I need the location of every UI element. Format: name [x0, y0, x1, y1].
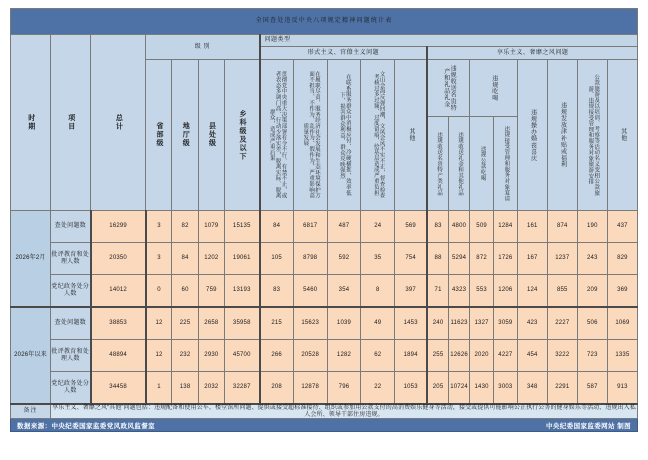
data-cell: 84: [260, 211, 294, 243]
data-cell: 88: [427, 243, 448, 275]
data-cell: 829: [607, 243, 637, 275]
data-cell: 369: [607, 275, 637, 308]
data-cell: 14012: [91, 275, 146, 308]
row-item-label: 批评教育和处理人数: [51, 340, 91, 372]
data-cell: 34458: [91, 372, 146, 405]
data-cell: 22: [361, 372, 395, 405]
data-cell: 5460: [293, 275, 327, 308]
header-group-row: [11, 35, 638, 47]
data-cell: 38853: [91, 307, 146, 340]
header-hedonism-group: 享乐主义、奢靡之风问题: [427, 47, 637, 60]
data-cell: 45700: [225, 340, 260, 372]
data-cell: 723: [577, 340, 607, 372]
header-formalism-col-4: [361, 60, 395, 211]
data-cell: 16299: [91, 211, 146, 243]
data-cell: 0: [146, 275, 172, 308]
header-level-township-label: 乡科级及以下: [238, 109, 246, 161]
data-cell: 397: [395, 275, 428, 308]
table-row: [11, 340, 638, 372]
row-item-label: 查处问题数: [51, 307, 91, 340]
header-item-label: 项目: [67, 114, 75, 131]
header-formalism-group: 形式主义、官僚主义问题: [260, 47, 428, 60]
data-cell: 592: [327, 243, 361, 275]
data-cell: 3: [146, 211, 172, 243]
data-cell: 138: [172, 372, 198, 405]
data-cell: 190: [577, 211, 607, 243]
data-cell: 208: [260, 372, 294, 405]
page-title: 全国查处违反中央八项规定精神问题统计表: [11, 9, 638, 35]
data-cell: 32287: [225, 372, 260, 405]
data-cell: 8: [361, 275, 395, 308]
header-time-label: 时期: [27, 114, 35, 131]
data-cell: 8798: [293, 243, 327, 275]
header-eat-banquet-label: 违规接受管理和服务对象宴请: [503, 125, 510, 202]
header-item-spacer: [51, 35, 91, 211]
data-cell: 167: [517, 243, 547, 275]
data-cell: 6817: [293, 211, 327, 243]
source-text: 数据来源：中央纪委国家监委党风政风监督室: [17, 422, 155, 430]
data-cell: 13193: [225, 275, 260, 308]
data-cell: 266: [260, 340, 294, 372]
data-cell: 874: [547, 211, 577, 243]
header-level-bureau: [172, 60, 198, 211]
data-cell: 3: [146, 243, 172, 275]
table-row: [11, 307, 638, 340]
data-cell: 71: [427, 275, 448, 308]
header-formalism-col-4-label: 文山会海反弹回潮，文风会风不实不正，督查检查考核过多过频、过度留痕，给基层造成严重负担: [372, 71, 385, 199]
data-cell: 225: [172, 307, 198, 340]
data-cell: 35958: [225, 307, 260, 340]
data-cell: 19061: [225, 243, 260, 275]
data-cell: 11623: [448, 307, 469, 340]
header-total-label: 总计: [115, 114, 123, 131]
header-eat-group-cell: [470, 60, 518, 211]
data-cell: 569: [395, 211, 428, 243]
data-cell: 1335: [607, 340, 637, 372]
data-cell: 1237: [547, 243, 577, 275]
data-cell: 83: [260, 275, 294, 308]
data-cell: 4227: [493, 340, 517, 372]
header-wedding-col: [517, 60, 547, 211]
data-cell: 83: [427, 211, 448, 243]
header-hedonism-other-col: [607, 60, 637, 211]
data-cell: 1039: [327, 307, 361, 340]
data-cell: 4323: [448, 275, 469, 308]
data-cell: 10724: [448, 372, 469, 405]
data-cell: 3003: [493, 372, 517, 405]
data-cell: 759: [198, 275, 224, 308]
header-eat-public-label: 违规公款吃喝: [479, 146, 486, 181]
header-gift-cash-label: 违规收送礼金和其他礼品: [457, 131, 464, 196]
data-cell: 215: [260, 307, 294, 340]
data-cell: 506: [577, 307, 607, 340]
table-row: [11, 243, 638, 275]
data-cell: 553: [470, 275, 494, 308]
data-cell: 509: [470, 211, 494, 243]
data-cell: 49: [361, 307, 395, 340]
data-cell: 12: [146, 307, 172, 340]
header-gift-group-label: 违规收送名贵特产和礼品礼金: [442, 64, 456, 112]
data-cell: 2658: [198, 307, 224, 340]
data-cell: 754: [395, 243, 428, 275]
data-cell: 24: [361, 211, 395, 243]
header-level-provincial-label: 省部级: [155, 122, 163, 148]
header-level-group: 级 别: [146, 35, 260, 60]
data-cell: 454: [517, 340, 547, 372]
note-label: 备注: [11, 404, 51, 419]
header-gift-specialty-label: 违规收送名贵特产类礼品: [436, 131, 443, 196]
header-formalism-other-label: 其他: [407, 128, 414, 142]
header-travel-label: 公款旅游及以培训、考察等活动名义变相公款旅游、违规接受管理和服务对象旅游安排: [587, 74, 600, 196]
data-cell: 1430: [470, 372, 494, 405]
data-cell: 354: [327, 275, 361, 308]
credit-text: 中央纪委国家监委网站 制图: [545, 422, 631, 430]
data-cell: 209: [577, 275, 607, 308]
data-cell: 240: [427, 307, 448, 340]
data-cell: 437: [607, 211, 637, 243]
data-cell: 15623: [293, 307, 327, 340]
source-bar: [10, 419, 638, 432]
data-cell: 82: [172, 211, 198, 243]
data-cell: 15135: [225, 211, 260, 243]
header-allowance-col: [547, 60, 577, 211]
data-cell: 913: [607, 372, 637, 405]
data-cell: 348: [517, 372, 547, 405]
header-formalism-col-2: [293, 60, 327, 211]
data-cell: 1079: [198, 211, 224, 243]
table-row: [11, 372, 638, 405]
header-total-spacer: [91, 35, 146, 211]
data-cell: 2032: [198, 372, 224, 405]
data-cell: 5294: [448, 243, 469, 275]
period-label: 2026年以来: [11, 307, 51, 404]
data-cell: 423: [517, 307, 547, 340]
data-cell: 105: [260, 243, 294, 275]
data-cell: 1453: [395, 307, 428, 340]
data-cell: 12878: [293, 372, 327, 405]
table-row: [11, 211, 638, 243]
row-item-label: 党纪政务处分人数: [51, 275, 91, 308]
data-cell: 35: [361, 243, 395, 275]
header-eat-group-label: 违规吃喝: [490, 74, 497, 102]
title-row: [11, 9, 638, 35]
data-cell: 48894: [91, 340, 146, 372]
data-cell: 1069: [607, 307, 637, 340]
data-cell: 255: [427, 340, 448, 372]
data-cell: 587: [577, 372, 607, 405]
data-cell: 12: [146, 340, 172, 372]
header-allowance-label: 违规发放津补贴或福利: [559, 102, 566, 168]
data-cell: 2227: [547, 307, 577, 340]
data-cell: 1053: [395, 372, 428, 405]
row-item-label: 党纪政务处分人数: [51, 372, 91, 405]
data-cell: 3059: [493, 307, 517, 340]
row-item-label: 查处问题数: [51, 211, 91, 243]
header-gift-group-cell: [427, 60, 470, 211]
data-cell: 1726: [493, 243, 517, 275]
header-hedonism-other-label: 其他: [619, 128, 626, 142]
header-formalism-col-1: [260, 60, 294, 211]
header-level-bureau-label: 地厅级: [182, 122, 190, 148]
data-cell: 161: [517, 211, 547, 243]
data-cell: 20350: [91, 243, 146, 275]
data-cell: 855: [547, 275, 577, 308]
header-formalism-col-2-label: 在履职尽责、服务经济社会发展和生态环境保护方面不担当、不作为、乱作为、假作为，严重影响高质量发展: [302, 71, 320, 199]
data-cell: 60: [172, 275, 198, 308]
header-type-group: 问题类型: [260, 35, 638, 47]
data-cell: 62: [361, 340, 395, 372]
data-cell: 1: [146, 372, 172, 405]
header-level-provincial: [146, 60, 172, 211]
data-cell: 124: [517, 275, 547, 308]
data-cell: 1894: [395, 340, 428, 372]
header-formalism-other: [395, 60, 428, 211]
data-cell: 4800: [448, 211, 469, 243]
header-time-spacer: [11, 35, 51, 211]
header-level-township: [225, 60, 260, 211]
header-formalism-col-3: [327, 60, 361, 211]
data-cell: 3222: [547, 340, 577, 372]
data-cell: 20528: [293, 340, 327, 372]
data-cell: 487: [327, 211, 361, 243]
data-cell: 205: [427, 372, 448, 405]
data-cell: 1284: [493, 211, 517, 243]
row-item-label: 批评教育和处理人数: [51, 243, 91, 275]
header-formalism-col-3-label: 在联系服务群众中消极应付、冷硬横推，效率低下，损害群众利益，群众反映强烈: [338, 74, 351, 196]
data-cell: 12626: [448, 340, 469, 372]
table-body: [11, 211, 638, 405]
data-cell: 1202: [198, 243, 224, 275]
note-row: [11, 404, 638, 419]
data-cell: 2020: [470, 340, 494, 372]
header-formalism-col-1-label: 贯彻党中央重大决策部署有令不行、有禁不止，或者表态多调门高、行动少落实差，脱离实际、脱离群众，造成严重后果: [268, 71, 287, 199]
header-travel-col: [577, 60, 607, 211]
header-level-county-label: 县处级: [208, 122, 216, 148]
data-cell: 2291: [547, 372, 577, 405]
data-cell: 796: [327, 372, 361, 405]
data-cell: 243: [577, 243, 607, 275]
note-text: 享乐主义、奢靡之风“其他”问题包括：违规配备和使用公车、楼堂馆所问题、提供或接受超标准接待、组织或参加用公款支付的高消费娱乐健身等活动，接受或提供可能影响公正执行公务的健身娱乐等活动、违规出入私人会所、领导干部住房违规。: [52, 405, 636, 418]
data-cell: 2930: [198, 340, 224, 372]
period-label: 2026年2月: [11, 211, 51, 308]
data-cell: 872: [470, 243, 494, 275]
data-cell: 1206: [493, 275, 517, 308]
data-cell: 84: [172, 243, 198, 275]
table-row: [11, 275, 638, 308]
header-level-county: [198, 60, 224, 211]
data-cell: 1327: [470, 307, 494, 340]
data-cell: 1282: [327, 340, 361, 372]
data-cell: 232: [172, 340, 198, 372]
header-wedding-label: 违规操办婚丧喜庆: [529, 108, 536, 162]
statistics-table: [10, 8, 638, 419]
